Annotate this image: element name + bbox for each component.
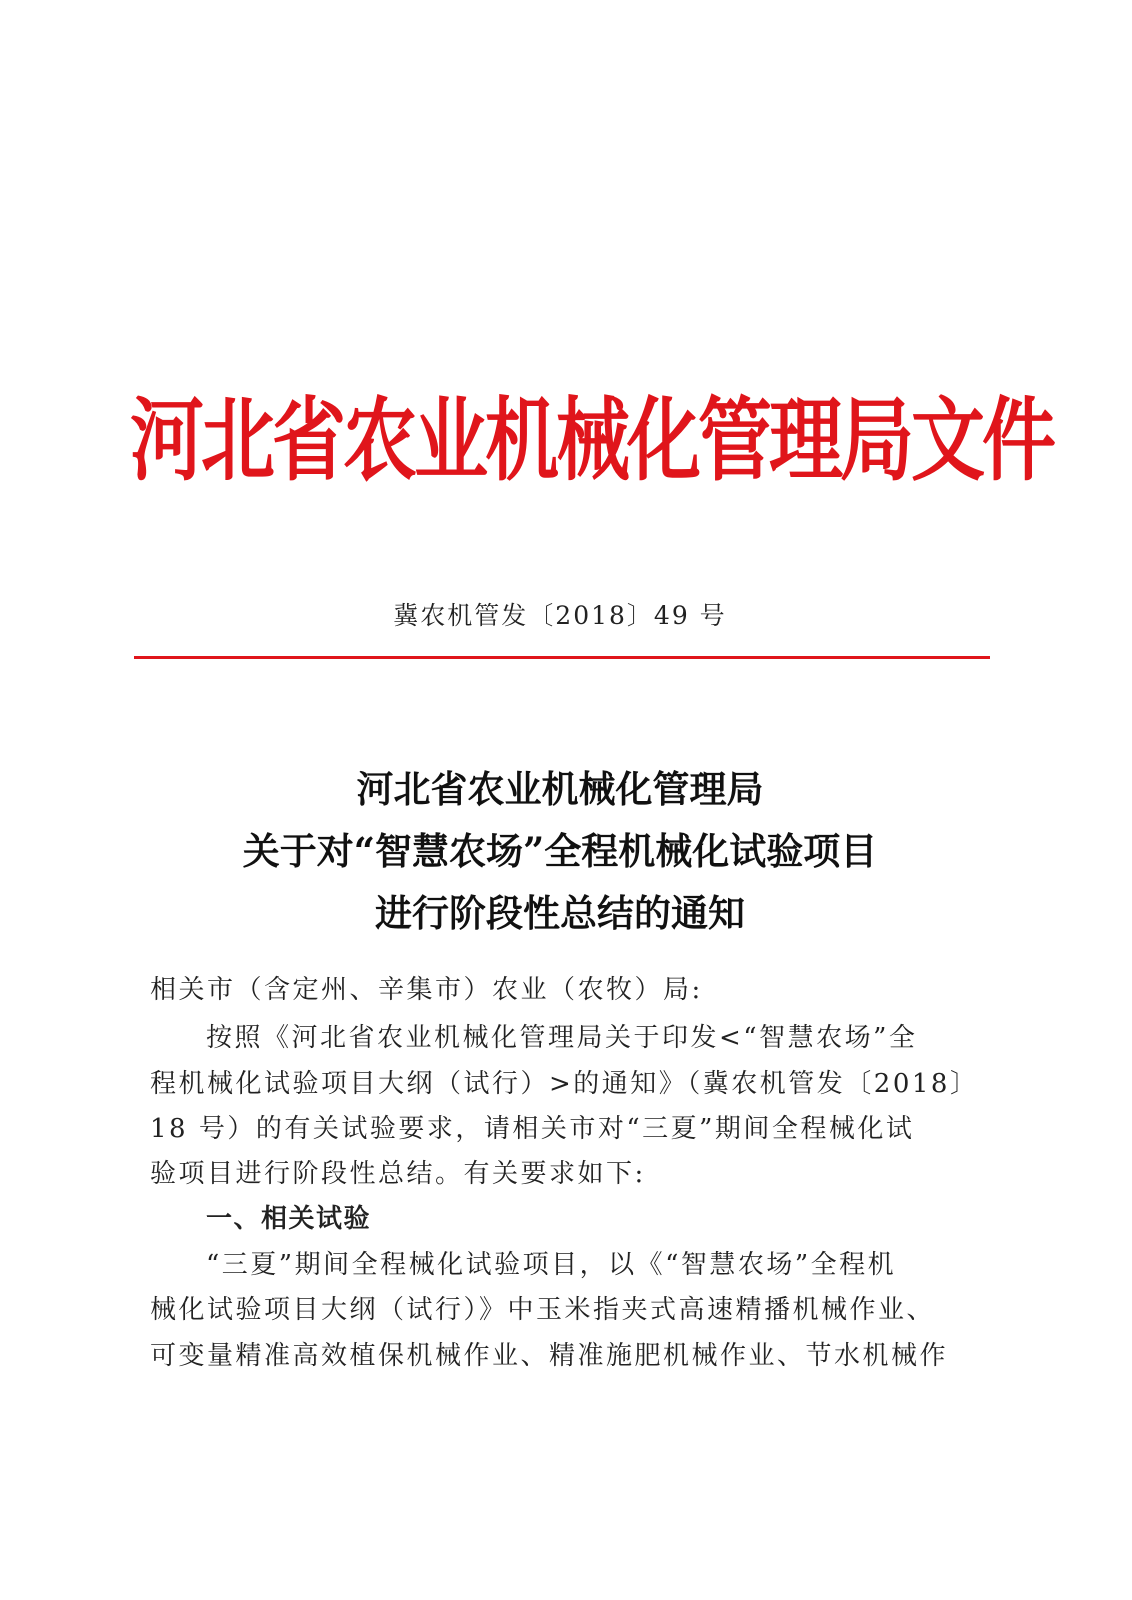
paragraph-2-line-2: 械化试验项目大纲（试行）》中玉米指夹式高速精播机械作业、	[150, 1295, 936, 1325]
paragraph-1-line-4: 验项目进行阶段性总结。有关要求如下:	[150, 1159, 646, 1189]
paragraph-1-line-1: 按照《河北省农业机械化管理局关于印发<“智慧农场”全	[206, 1023, 918, 1053]
notice-title-line-3: 进行阶段性总结的通知	[375, 891, 745, 935]
section-1-heading: 一、相关试验	[206, 1204, 372, 1234]
notice-title	[130, 758, 990, 944]
paragraph-2-line-3: 可变量精准高效植保机械作业、精准施肥机械作业、节水机械作	[150, 1341, 949, 1371]
red-separator-line	[134, 656, 990, 659]
paragraph-1-line-2: 程机械化试验项目大纲（试行）>的通知》（冀农机管发〔2018〕	[150, 1069, 979, 1099]
notice-title-line-2: 关于对“智慧农场”全程机械化试验项目	[242, 829, 878, 873]
paragraph-2-line-1: “三夏”期间全程械化试验项目，以《“智慧农场”全程机	[206, 1250, 897, 1280]
notice-title-line-1: 河北省农业机械化管理局	[356, 767, 764, 811]
document-number: 冀农机管发〔2018〕49 号	[393, 601, 727, 630]
paragraph-1-line-3: 18 号）的有关试验要求，请相关市对“三夏”期间全程械化试	[150, 1114, 915, 1144]
masthead-title: 河北省农业机械化管理局文件	[130, 388, 1053, 494]
addressee-line: 相关市（含定州、辛集市）农业（农牧）局:	[150, 975, 703, 1005]
